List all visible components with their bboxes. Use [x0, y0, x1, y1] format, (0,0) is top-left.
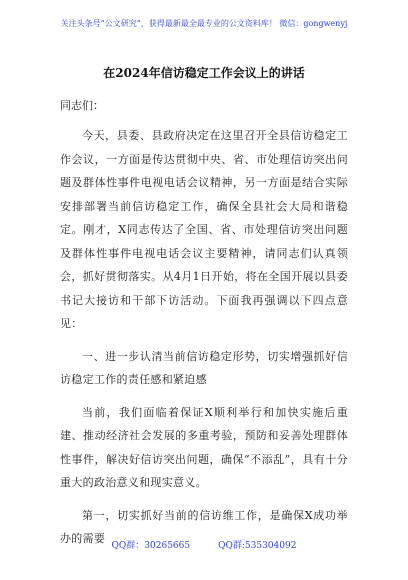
salutation: 同志们：	[60, 99, 104, 112]
paragraph-heading-one: 一、进一步认清当前信访稳定形势，切实增强抓好信访稳定工作的责任感和紧迫感	[60, 349, 348, 386]
header-note: 关注头条号“公文研究”，获得最新最全最专业的公文资料库！ 微信：gongwenyj	[60, 19, 348, 28]
document-body	[60, 124, 348, 551]
paragraph-point-one: 第一，切实抓好当前的信访维工作，是确保X成功举办的需要	[60, 508, 348, 545]
document-title: 在2024年信访稳定工作会议上的讲话	[103, 66, 305, 80]
paragraph-opening: 今天，县委、县政府决定在这里召开全县信访稳定工作会议，一方面是传达贯彻中央、省、市处理信访突出问题及群体性事件电视电话会议精神，另一方面是结合实际安排部署当前信访稳定工作，确保全县社会大局和谐稳定。刚才，X同志传达了全国、省、市处理信访突出问题及群体性事件电视电话会议主要精神，请同志们认真领会，抓好贯彻落实。从4月1日开始，将在全国开展以县委书记大接访和干部下访活动。下面我再强调以下四点意见：	[60, 129, 348, 330]
qq-group-left: QQ群：30265665	[111, 541, 191, 551]
qq-group-right: QQ群:535304092	[218, 541, 297, 551]
paragraph-current-situation: 当前，我们面临着保证X顺利举行和加快实施后重建、推动经济社会发展的多重考验，预防和妥善处理群体性事件，解决好信访突出问题，确保“不添乱”，具有十分重大的政治意义和现实意义。	[60, 405, 348, 489]
footer-qq-groups	[0, 538, 408, 551]
